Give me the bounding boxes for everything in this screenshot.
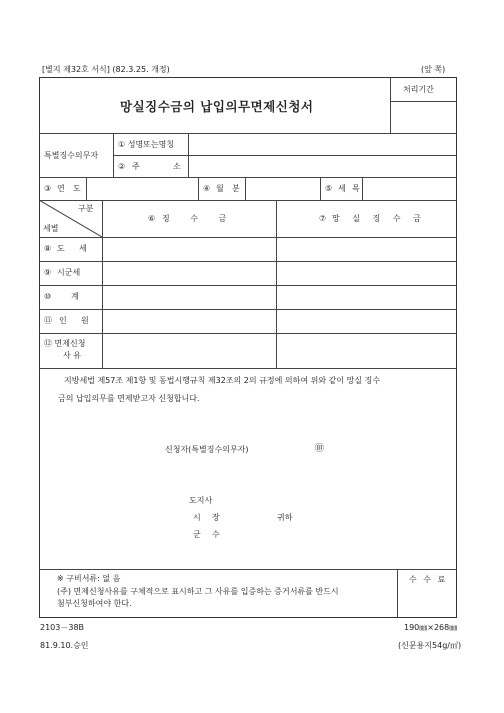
- statement-line-2: 금의 납입의무를 면제받고자 신청합니다.: [58, 394, 200, 403]
- city-tax-collected-cell[interactable]: [104, 263, 274, 284]
- row-total-number: ⑩: [44, 292, 52, 301]
- col-collected-header: 징 수 금: [162, 214, 236, 223]
- tax-item-field[interactable]: [364, 179, 455, 198]
- footnote-line-1: (주) 면제신청사유를 구체적으로 표시하고 그 사유를 입증하는 증거서류를 반드시: [57, 587, 339, 596]
- taxpayer-label: 특별징수의무자: [44, 151, 99, 160]
- tax-item-label-b: 목: [352, 184, 360, 193]
- approval-date: 81.9.10.승인: [40, 641, 89, 650]
- row-count-number: ⑪: [44, 316, 52, 325]
- col-collected-number: ⑥: [148, 214, 156, 223]
- month-label-a: 월: [216, 184, 224, 193]
- count-lost-cell[interactable]: [278, 311, 455, 332]
- total-lost-cell[interactable]: [278, 287, 455, 308]
- recipient-honorific: 귀하: [277, 513, 293, 522]
- name-field[interactable]: [190, 135, 455, 154]
- row-province-tax-label-a: 도: [57, 244, 65, 253]
- row-province-tax-number: ⑧: [44, 244, 52, 253]
- address-field[interactable]: [190, 157, 455, 176]
- seal-mark: ㊞: [315, 444, 325, 454]
- corner-label-tax-type: 세별: [43, 224, 59, 233]
- recipient-mayor-b: 장: [212, 513, 220, 522]
- required-documents-note: ※ 구비서류: 없 음: [57, 574, 121, 583]
- total-collected-cell[interactable]: [104, 287, 274, 308]
- corner-label-category: 구분: [78, 204, 94, 213]
- tax-item-number: ⑤: [325, 184, 333, 193]
- statement-line-1: 지방세법 제57조 제1항 및 동법시행규칙 제32조의 2의 규정에 의하여 위와 같이 망실 징수: [64, 376, 381, 385]
- applicant-label: 신청자(특별징수의무자): [165, 445, 249, 454]
- paper-size: 190㎜×268㎜: [404, 623, 458, 632]
- year-label-a: 연: [57, 184, 65, 193]
- form-reference: [별지 제32호 서식] (82.3.25. 개정): [42, 65, 170, 74]
- province-tax-lost-cell[interactable]: [278, 239, 455, 260]
- col-lost-number: ⑦: [319, 214, 327, 223]
- col-lost-header: 망 실 징 수 금: [332, 214, 426, 223]
- recipient-governor: 도지사: [189, 496, 213, 505]
- province-tax-collected-cell[interactable]: [104, 239, 274, 260]
- page-title: 망실징수금의 납입의무면제신청서: [120, 99, 314, 114]
- recipient-mayor-a: 시: [193, 513, 201, 522]
- year-label-b: 도: [73, 184, 81, 193]
- footnote-line-2: 첨부신청하여야 한다.: [57, 599, 132, 608]
- recipient-county-a: 군: [193, 530, 201, 539]
- front-side-label: (앞 쪽): [421, 65, 446, 74]
- form-code: 2103－38B: [40, 623, 85, 632]
- row-count-label-b: 원: [81, 316, 89, 325]
- tax-item-label-a: 세: [338, 184, 346, 193]
- fee-field[interactable]: [399, 589, 455, 616]
- row-reason-label-2: 사 유: [63, 351, 81, 360]
- year-number: ③: [44, 184, 52, 193]
- fee-label: 수 수 료: [409, 575, 448, 584]
- name-label: ① 성명또는명칭: [118, 140, 175, 149]
- month-label-b: 분: [232, 184, 240, 193]
- address-number: ②: [118, 162, 126, 171]
- row-city-county-tax-label: 시군세: [57, 268, 81, 277]
- row-city-county-tax-number: ⑨: [44, 268, 52, 277]
- city-tax-lost-cell[interactable]: [278, 263, 455, 284]
- row-total-label: 계: [71, 292, 79, 301]
- year-field[interactable]: [88, 179, 196, 198]
- recipient-county-b: 수: [212, 530, 220, 539]
- processing-period-label: 처리기간: [403, 85, 434, 94]
- count-collected-cell[interactable]: [104, 311, 274, 332]
- address-label-a: 주: [132, 162, 140, 171]
- month-number: ④: [203, 184, 211, 193]
- month-field[interactable]: [247, 179, 318, 198]
- row-count-label-a: 인: [59, 316, 67, 325]
- exemption-reason-field[interactable]: [104, 335, 455, 367]
- address-label-b: 소: [173, 162, 181, 171]
- paper-type: (신문용지54g/㎡): [398, 641, 462, 650]
- row-reason-label-1: ⑫ 면제신청: [44, 339, 86, 348]
- row-province-tax-label-b: 세: [79, 244, 87, 253]
